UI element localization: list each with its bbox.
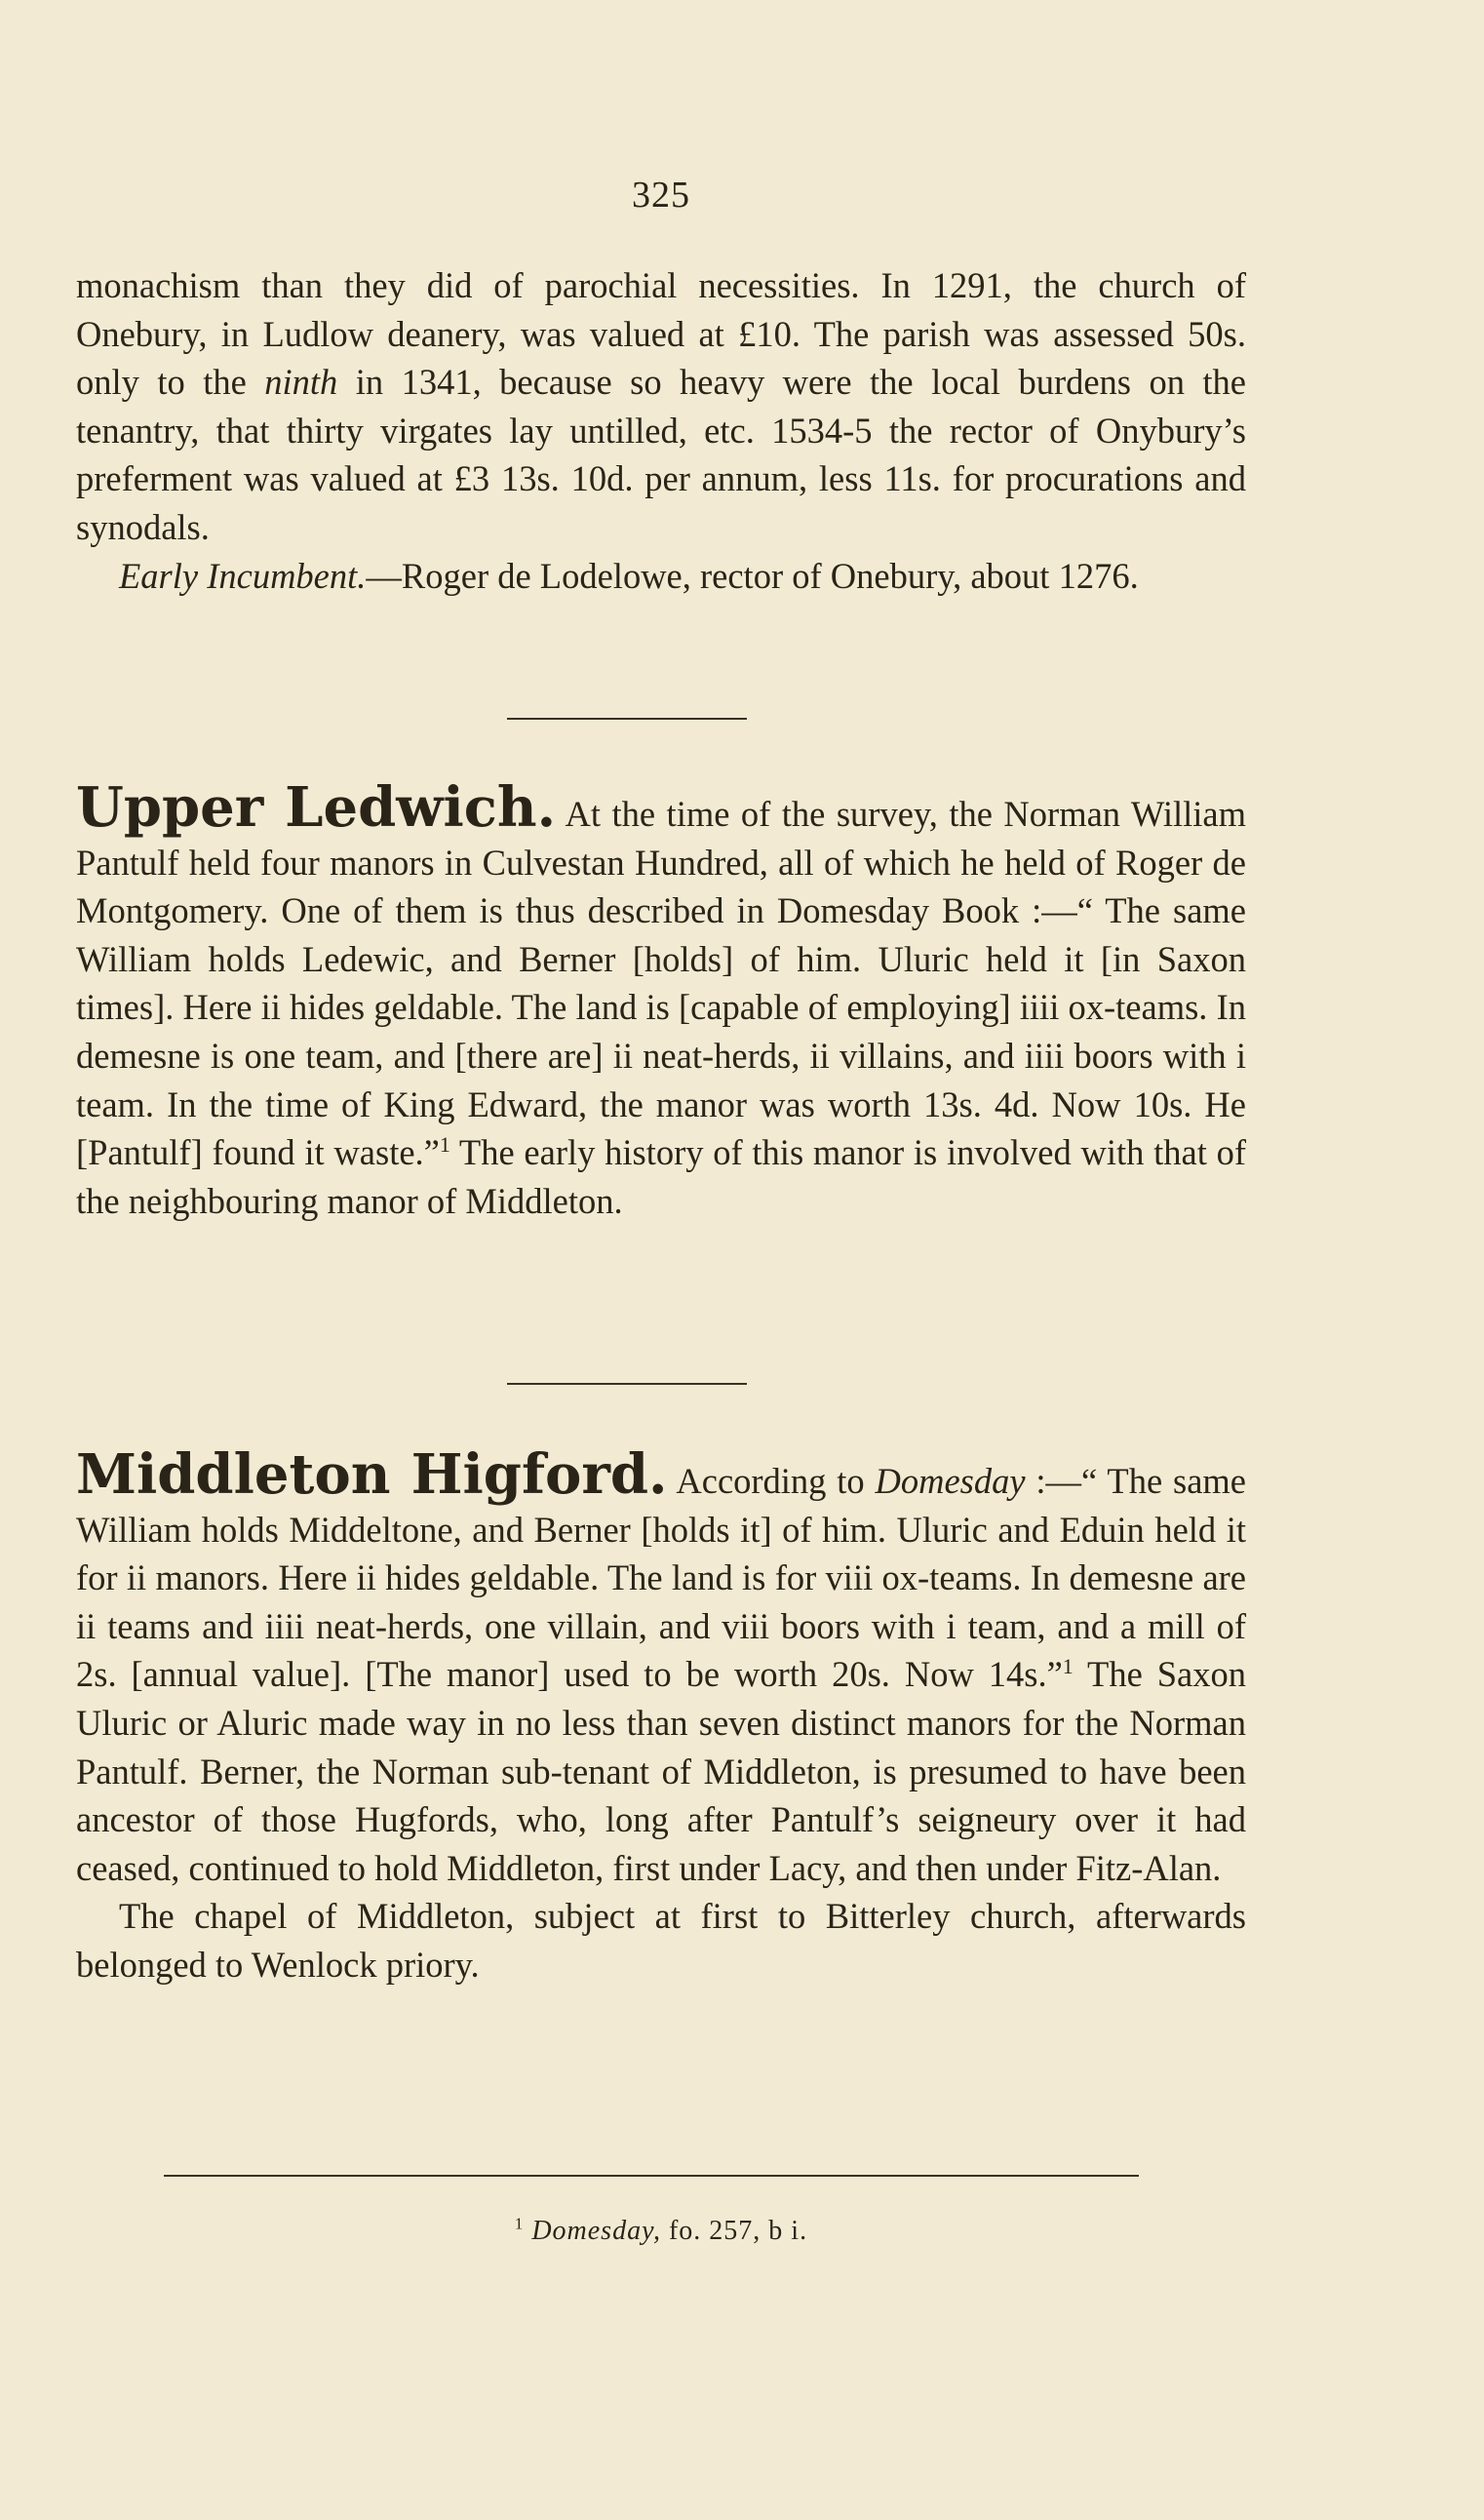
middleton-heading: Middleton Higford. <box>76 1442 668 1507</box>
footnote <box>0 2216 1322 2247</box>
footnote-marker: 1 <box>514 2214 525 2233</box>
middleton-paragraph-1: Middleton Higford. According to Domesday :—“ The same William holds Middeltone, and Berner [holds it] of him. Uluric and Eduin held it for ii manors. Here ii hides geldable. The land is for viii ox-teams. In demesne are ii teams and iiii neat-herds, one villain, and viii boors with i team, and a mill of 2s. [annual value]. [The manor] used to be worth 20s. Now 14s.”$^1$ The Saxon Uluric or Aluric made way in no less than seven distinct manors for the Norman Pantulf. Berner, the Norman sub-tenant of Middleton, is presumed to have been ancestor of those Hugfords, who, long after Pantulf’s seigneury over it had ceased, continued to hold Middleton, first under Lacy, and then under Fitz-Alan. <box>76 1442 1246 1888</box>
footnote-ref: 1 <box>439 1132 450 1157</box>
section-divider-1 <box>507 718 747 720</box>
upper-ledwich-heading: Upper Ledwich. <box>76 775 557 840</box>
onebury-paragraph-1: monachism than they did of parochial necessities. In 1291, the church of Onebury, in Ludlow deanery, was valued at £10. The parish was assessed 50s. only to the ninth in 1341, because so heavy were the local burdens on the tenantry, that thirty virgates lay untilled, etc. 1534-5 the rector of Onybury’s preferment was valued at £3 13s. 10d. per annum, less 11s. for procurations and synodals. <box>76 265 1247 547</box>
section-divider-2 <box>507 1383 747 1385</box>
section-upper-ledwich <box>76 775 1246 1225</box>
footnote-ref: 1 <box>1062 1654 1074 1679</box>
footnote-text: fo. 257, b i. <box>660 2216 808 2246</box>
footnote-source: Domesday, <box>531 2216 661 2246</box>
footnote-rule <box>164 2175 1139 2177</box>
upper-ledwich-paragraph: Upper Ledwich. At the time of the survey, the Norman William Pantulf held four manors in Culvestan Hundred, all of which he held of Roger de Montgomery. One of them is thus described in Domesday Book :—“ The same William holds Ledewic, and Berner [holds] of him. Uluric held it [in Saxon times]. Here ii hides geldable. The land is [capable of employing] iiii ox-teams. In demesne is one team, and [there are] ii neat-herds, ii villains, and iiii boors with i team. In the time of King Edward, the manor was worth 13s. 4d. Now 10s. He [Pantulf] found it waste.”$^1$ The early history of this manor is involved with that of the neighbouring manor of Middleton. <box>76 775 1246 1221</box>
section-onebury <box>76 261 1246 600</box>
page-number: 325 <box>632 175 690 216</box>
middleton-paragraph-2: The chapel of Middleton, subject at first to Bitterley church, afterwards belonged to Wenlock priory. <box>76 1896 1246 1985</box>
onebury-paragraph-2: Early Incumbent.—Roger de Lodelowe, rector of Onebury, about 1276. <box>119 555 1139 596</box>
section-middleton <box>76 1442 1246 1989</box>
